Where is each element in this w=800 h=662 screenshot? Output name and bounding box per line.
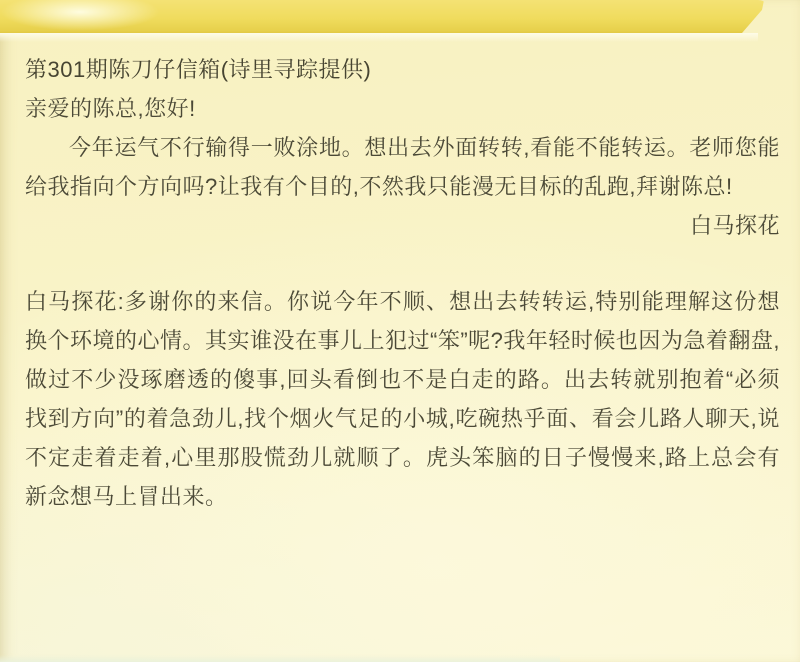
issue-title: 第301期陈刀仔信箱(诗里寻踪提供) (25, 57, 372, 82)
yellow-header-bar (0, 0, 770, 33)
reply-text: 白马探花:多谢你的来信。你说今年不顺、想出去转转运,特别能理解这份想换个环境的心情。其实谁没在事儿上犯过“笨”呢?我年轻时候也因为急着翻盘,做过不少没琢磨透的傻事,回头看倒也不是白走的路。出去转就别抱着“必须找到方向”的着急劲儿,找个烟火气足的小城,吃碗热乎面、看会儿路人聊天,说不定走着走着,心里那股慌劲儿就顺了。虎头笨脑的日子慢慢来,路上总会有新念想马上冒出来。 (25, 289, 781, 509)
letter-content (25, 50, 780, 516)
bottom-light-artifact (0, 655, 560, 662)
letter-body: 今年运气不行输得一败涂地。想出去外面转转,看能不能转运。老师您能给我指向个方向吗?让我有个目的,不然我只能漫无目标的乱跑,拜谢陈总! (25, 135, 780, 199)
greeting-line: 亲爱的陈总,您好! (25, 96, 196, 121)
signature: 白马探花 (689, 213, 780, 238)
header-highlight-line (0, 33, 758, 42)
